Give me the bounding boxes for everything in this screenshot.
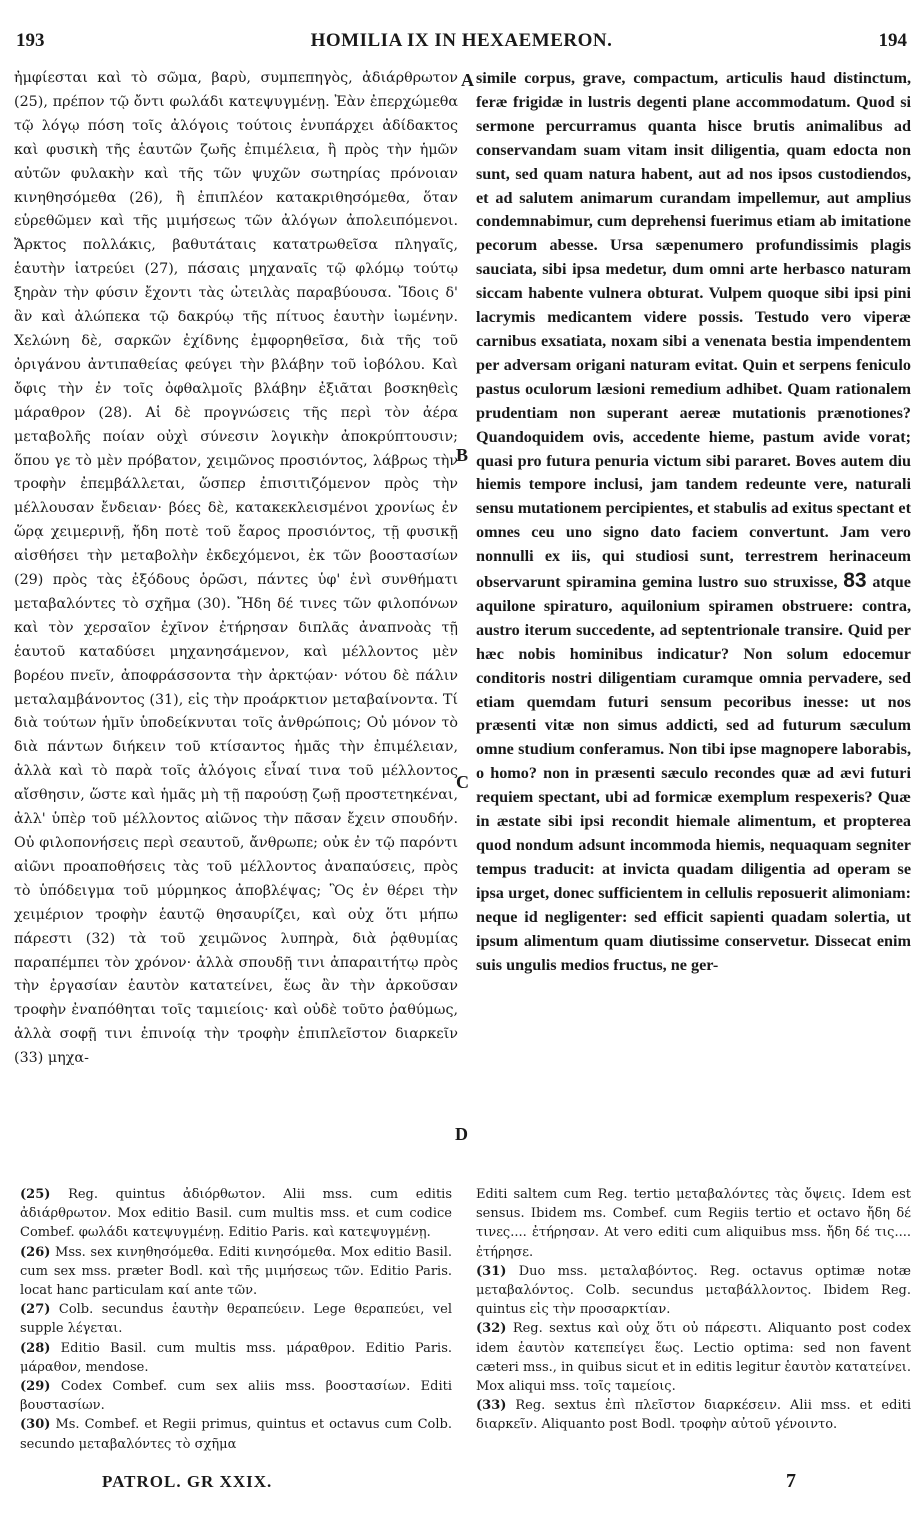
margin-marker-b: B xyxy=(456,445,469,465)
footnote: (29) Codex Combef. cum sex aliis mss. βοοστασίων. Editi βουστασίων. xyxy=(20,1379,452,1414)
footnote: (32) Reg. sextus καὶ οὐχ ὅτι οὐ πάρεστι. Aliquanto post codex idem ἑαυτὸν κατεπείγει ἕως. Lectio optima: sed non favent cæteri mss., in quibus sicut et in editis legitur ἑαυτὸν κατατείνει. Mox aliqui mss. τοῖς ταμείοις. xyxy=(476,1321,911,1395)
margin-marker-a: A xyxy=(461,70,474,90)
footer-signature: PATROL. GR XXIX. xyxy=(102,1472,273,1491)
margin-marker-d: D xyxy=(455,1124,468,1144)
running-title: HOMILIA IX IN HEXAEMERON. xyxy=(310,30,613,51)
page-number-left: 193 xyxy=(16,30,45,51)
footnote: (31) Duo mss. μεταλαβόντος. Reg. octavus optimæ notæ μεταβαλόντος. Colb. secundus μεταβάλλοντος. Ibidem Reg. quintus εἰς τὴν προσαρκτίαν. xyxy=(476,1263,911,1318)
footer-sheet-number: 7 xyxy=(786,1470,796,1492)
greek-text-column xyxy=(14,67,458,1179)
latin-body-text-part-1: simile corpus, grave, compactum, articulis haud distinctum, feræ frigidæ in lustris degenti plane accommodatum. Quod si sermone percurramus quanta hisce brutis animalibus ad conservandam suam vitam insit diligentia, quam edocta non sunt, sed quam natura habent, aut ad nos ipsos custodiendos, et ad salutem animarum curandam impellemur, aut amplius condemnabimur, cum deprehensi fuerimus etiam ab imitatione pecorum abesse. Ursa sæpenumero profundissimis plagis sauciata, sibi ipsa medetur, dum omni arte herbasco naturam siccam habente vulnera obturat. Vulpem quoque sibi ipsi pini lacrymis medicantem videre possis. Testudo vero viperæ carnibus exsatiata, noxam sibi a venenata bestia impendentem per adversam origani naturam evitat. Quin et serpens feniculo pastus oculorum læsioni remedium adhibet. Quam rationalem prudentiam non superant aereæ mutationis prænotiones? Quandoquidem ovis, accedente hieme, pastum avide vorat; quasi pro futura penuria victum sibi pararet. Boves autem diu hiemis tempore inclusi, jam tandem redeunte vere, naturali sensu mutationem percipientes, et stabulis ad exitus spectant et omnes ceu uno signo dato faciem convertunt. Jam vero nonnulli ex iis, qui studiosi sunt, terrestrem herinaceum observarunt spiramina gemina lustro suo struxisse, xyxy=(476,69,911,592)
footnote: (25) Reg. quintus ἀδιόρθωτον. Alii mss. cum editis ἀδιάρθρωτον. Mox editio Basil. cum multis mss. et cum codice Combef. φωλάδι κατεψυγμένῃ. Editio Paris. καὶ κατεψυγμένῃ. xyxy=(20,1187,452,1241)
footnotes-left xyxy=(20,1185,452,1470)
latin-text-column xyxy=(476,67,911,1179)
footnote: (33) Reg. sextus ἐπὶ πλεῖστον διαρκέσειν. Alii mss. et editi διαρκεῖν. Aliquanto post Bodl. τροφὴν αὐτοῦ γένοιντο. xyxy=(476,1398,911,1433)
footnote: (27) Colb. secundus ἑαυτὴν θεραπεύειν. Lege θεραπεύει, vel supple λέγεται. xyxy=(20,1302,452,1337)
page-header xyxy=(12,30,911,56)
footnote: Editi saltem cum Reg. tertio μεταβαλόντες τὰς ὄψεις. Idem est sensus. Ibidem ms. Combef. cum Regiis tertio et octavo ἤδη δέ τινες.... ἐτήρησαν. At vero editi cum aliquibus mss. ἤδη δέ τις.... ἐτήρησε. xyxy=(476,1187,911,1260)
page-number-right: 194 xyxy=(878,30,907,51)
footnote: (28) Editio Basil. cum multis mss. μάραθρον. Editio Paris. μάραθον, mendose. xyxy=(20,1340,452,1375)
footnote: (30) Ms. Combef. et Regii primus, quintus et octavus cum Colb. secundo μεταβαλόντες τὸ σχῆμα xyxy=(20,1417,452,1452)
margin-marker-c: C xyxy=(456,772,469,792)
footnotes-right xyxy=(476,1185,911,1470)
latin-body-text-part-2: atque aquilone spiraturo, aquilonium spiramen obstruere: contra, austro iterum succedente, ad septentrionale transire. Quid per hæc nobis hominibus indicatur? Non solum edocemur conditoris nostri diligentiam curamque omnia pervadere, sed etiam quemdam futuri sensum pecoribus inesse: ut nos præsenti vitæ non simus addicti, sed ad futurum sæculum omne studium conferamus. Non tibi ipse magnopere laborabis, o homo? non in præsenti sæculo recondes quæ ad ævi futuri requiem spectant, ubi ad formicæ exemplum respexeris? Quæ in æstate sibi ipsi recondit hiemale alimentum, et propterea quod nondum adsunt incommoda hiemis, nequaquam segniter tempus traducit: at invicta quadam diligentia ad operam se ipsa urget, donec sufficientem in cellulis reposuerit alimoniam: neque id negligenter: sed efficit sapienti quadam solertia, ut ipsum alimentum quam diutissime conservetur. Dissecat enim suis ungulis medios fructus, ne ger- xyxy=(476,573,911,974)
greek-body-text: ἠμφίεσται καὶ τὸ σῶμα, βαρὺ, συμπεπηγὸς, ἀδιάρθρωτον (25), πρέπον τῷ ὄντι φωλάδι κατεψυγμένῃ. Ἐὰν ἐπερχώμεθα τῷ λόγῳ πόση τοῖς ἀλόγοις τούτοις ἐνυπάρχει ἀδίδακτος καὶ φυσικὴ τῆς ἑαυτῶν ζωῆς ἐπιμέλεια, ἢ πρὸς τὴν ἡμῶν αὐτῶν φυλακὴν καὶ τῆς τῶν ψυχῶν σωτηρίας πρόνοιαν κινηθησόμεθα (26), ἢ ἐπιπλέον κατακριθησόμεθα, ὅταν εὑρεθῶμεν καὶ τῆς μιμήσεως τῶν ἀλόγων ἀπολειπόμενοι. Ἄρκτος πολλάκις, βαθυτάταις κατατρωθεῖσα πληγαῖς, ἑαυτὴν ἰατρεύει (27), πάσαις μηχαναῖς τῷ φλόμῳ τούτῳ ξηρὰν τὴν φύσιν ἔχοντι τὰς ὠτειλὰς παραβύουσα. Ἴδοις δ' ἂν καὶ ἀλώπεκα τῷ δακρύῳ τῆς πίτυος ἑαυτὴν ἰωμένην. Χελώνη δὲ, σαρκῶν ἐχίδνης ἐμφορηθεῖσα, διὰ τῆς τοῦ ὀριγάνου ἀντιπαθείας φεύγει τὴν βλάβην τοῦ ἰοβόλου. Καὶ ὄφις τὴν ἐν τοῖς ὀφθαλμοῖς βλάβην ἐξιᾶται βοσκηθεὶς μάραθρον (28). Αἱ δὲ προγνώσεις τῆς περὶ τὸν ἀέρα μεταβολῆς ποίαν οὐχὶ σύνεσιν λογικὴν ἀποκρύπτουσιν; ὅπου γε τὸ μὲν πρόβατον, χειμῶνος προσιόντος, λάβρως τὴν τροφὴν ἐπεμβάλλεται, ὥσπερ ἐπισιτιζόμενον πρὸς τὴν μέλλουσαν ἔνδειαν· βόες δὲ, κατακεκλεισμένοι χρονίως ἐν ὥρᾳ χειμερινῇ, ἤδη ποτὲ τοῦ ἔαρος προσιόντος, τῇ φυσικῇ αἰσθήσει τὴν μεταβολὴν ἐκδεχόμενοι, ἐκ τῶν βοοστασίων (29) πρὸς τὰς ἐξόδους ὁρῶσι, πάντες ὑφ' ἑνὶ συνθήματι μεταβαλόντες τὸ σχῆμα (30). Ἤδη δέ τινες τῶν φιλοπόνων καὶ τὸν χερσαῖον ἐχῖνον ἐτήρησαν διπλᾶς ἀναπνοὰς τῇ ἑαυτοῦ καταδύσει μηχανησάμενον, καὶ μέλλοντος μὲν βορέου πνεῖν, ἀποφράσσοντα τὴν ἀρκτῴαν· νότου δὲ πάλιν μεταλαμβάνοντος (31), εἰς τὴν προάρκτιον μεταβαίνοντα. Τί διὰ τούτων ἡμῖν ὑποδείκνυται τοῖς ἀνθρώποις; Οὐ μόνον τὸ διὰ πάντων διήκειν τοῦ κτίσαντος ἡμᾶς τὴν ἐπιμέλειαν, ἀλλὰ καὶ τὸ παρὰ τοῖς ἀλόγοις εἶναί τινα τοῦ μέλλοντος αἴσθησιν, ὥστε καὶ ἡμᾶς μὴ τῇ παρούσῃ ζωῇ προστετηκέναι, ἀλλ' ὑπὲρ τοῦ μέλλοντος αἰῶνος τὴν πᾶσαν ἔχειν σπουδήν. Οὐ φιλοπονήσεις περὶ σεαυτοῦ, ἄνθρωπε; οὐκ ἐν τῷ παρόντι αἰῶνι προαποθήσεις τὰς τοῦ μέλλοντος ἀναπαύσεις, πρὸς τὸ ὑπόδειγμα τοῦ μύρμηκος ἀποβλέψας; Ὃς ἐν θέρει τὴν χειμέριον τροφὴν ἑαυτῷ θησαυρίζει, καὶ οὐχ ὅτι μήπω πάρεστι (32) τὰ τοῦ χειμῶνος λυπηρὰ, διὰ ῥᾳθυμίας παραπέμπει τὸν χρόνον· ἀλλὰ σπουδῇ τινι ἀπαραιτήτῳ πρὸς τὴν ἐργασίαν ἑαυτὸν κατατείνει, ἕως ἂν τὴν ἀρκοῦσαν τροφὴν ἐναπόθηται τοῖς ταμιείοις· καὶ οὐδὲ τοῦτο ῥαθύμως, ἀλλὰ σοφῇ τινι ἐπινοίᾳ τὴν τροφὴν ἐπιπλεῖστον διαρκεῖν (33) μηχα- xyxy=(14,70,458,1067)
column-number-marker: 83 xyxy=(843,569,867,593)
footnote: (26) Mss. sex κινηθησόμεθα. Editi κινησόμεθα. Mox editio Basil. cum sex mss. præter Bodl. καὶ τῆς μιμήσεως τῶν. Editio Paris. locat hanc particulam καί ante τῶν. xyxy=(20,1244,452,1299)
